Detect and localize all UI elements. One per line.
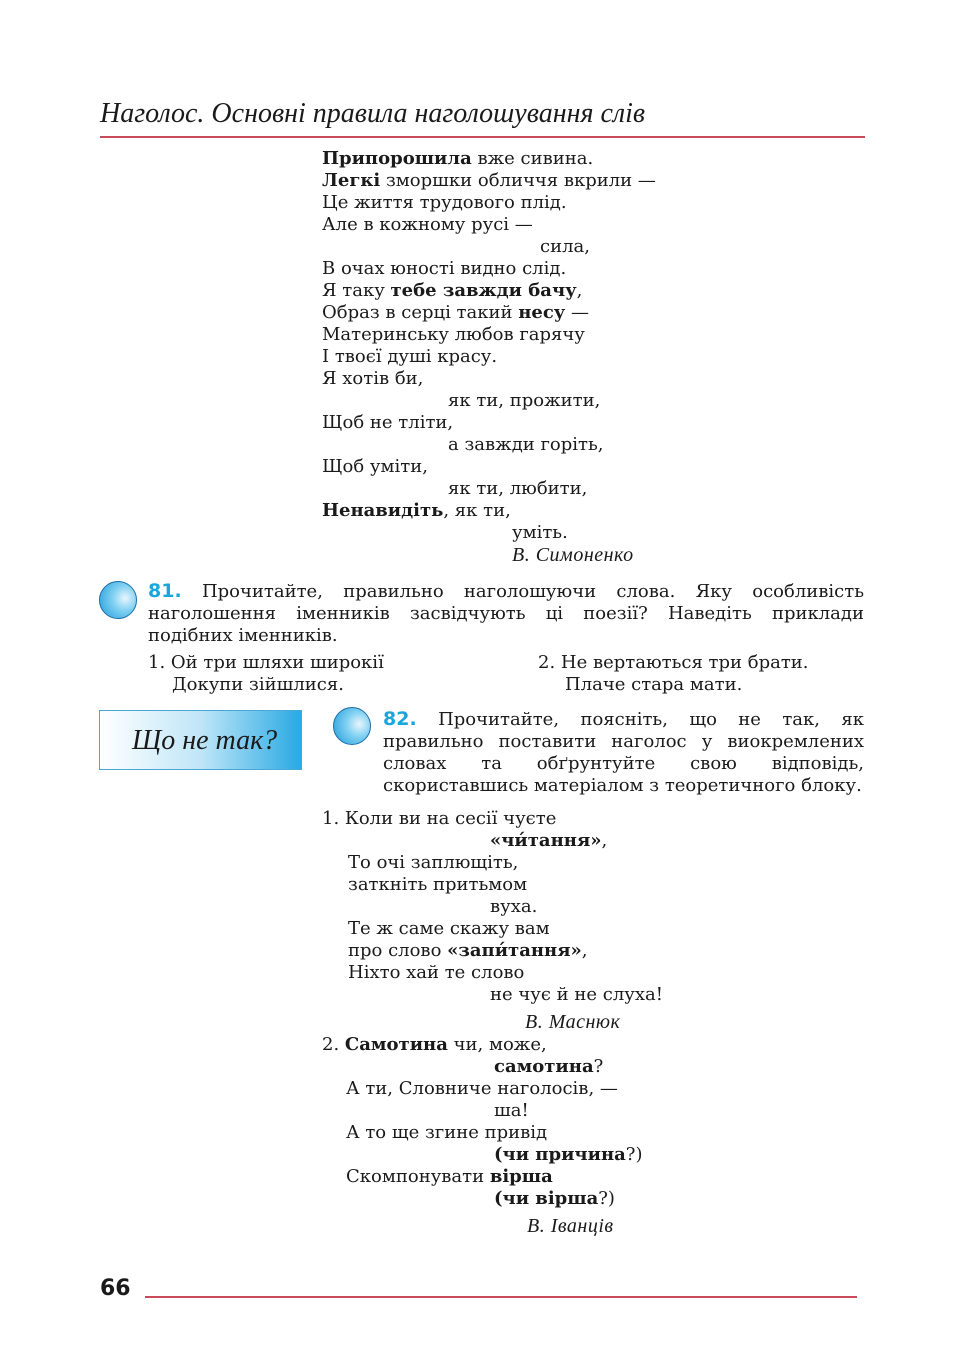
poem-line: Але в кожному русі — (322, 214, 533, 235)
task-81-instructions: 81. Прочитайте, правильно наголошуючи слова. Яку особливість наголошення іменників засвідчують ці поезії? Наведіть приклади подібних іменників. (148, 580, 864, 646)
poem-author: В. Маснюк (525, 1011, 621, 1033)
poem-line: самотина? (494, 1056, 604, 1077)
poem-line: Материнську любов гарячу (322, 324, 585, 345)
poem-line: Щоб не тліти, (322, 412, 454, 433)
poem-line: «чи́тання», (490, 830, 608, 851)
poem-line: Ніхто хай те слово (348, 962, 525, 983)
poem-line: заткніть притьмом (348, 874, 528, 895)
poem-line: Образ в серці такий несу — (322, 302, 590, 323)
poem-line: Я хотів би, (322, 368, 424, 389)
poem-author: В. Симоненко (512, 544, 634, 566)
poem-line: вуха. (490, 896, 538, 917)
poem-line: Я таку тебе завжди бачу, (322, 280, 583, 301)
example-line: Докупи зійшлися. (172, 674, 344, 695)
poem-line: як ти, прожити, (448, 390, 601, 411)
poem-line: Припорошила вже сивина. (322, 148, 594, 169)
page-title: Наголос. Основні правила наголошування слів (100, 98, 646, 129)
example-line: Плаче стара мати. (565, 674, 743, 695)
example-line: 2. Не вертаються три брати. (538, 652, 809, 673)
poem-line: 2. Самотина чи, може, (322, 1034, 547, 1055)
poem-line: В очах юності видно слід. (322, 258, 567, 279)
example-line: 1. Ой три шляхи широкії (148, 652, 384, 673)
task-bullet-icon (333, 707, 371, 745)
poem-line: Те ж саме скажу вам (348, 918, 550, 939)
poem-line: Ненавидіть, як ти, (322, 500, 511, 521)
poem-line: а завжди горіть, (448, 434, 604, 455)
task-82-instructions: 82. Прочитайте, поясніть, що не так, як правильно поставити наголос у виокремлених словах та обґрунтуйте свою відповідь, скориставшись матеріалом з теоретичного блоку. (383, 708, 864, 796)
section-tag-label: Що не так? (132, 725, 278, 756)
poem-line: 1. Коли ви на сесії чуєте (322, 808, 557, 829)
poem-line: (чи причина?) (494, 1144, 643, 1165)
poem-line: (чи вірша?) (494, 1188, 615, 1209)
section-tag (99, 710, 302, 770)
page-number: 66 (100, 1276, 131, 1301)
poem-line: То очі заплющіть, (348, 852, 519, 873)
footer-divider (145, 1296, 857, 1298)
poem-line: А ти, Словниче наголосів, — (346, 1078, 618, 1099)
poem-line: Це життя трудового плід. (322, 192, 567, 213)
task-bullet-icon (99, 581, 137, 619)
poem-line: як ти, любити, (448, 478, 588, 499)
poem-line: Легкі зморшки обличчя вкрили — (322, 170, 656, 191)
poem-line: не чує й не слуха! (490, 984, 663, 1005)
header-divider (100, 136, 865, 138)
poem-author: В. Іванців (527, 1215, 614, 1237)
poem-line: сила, (540, 236, 590, 257)
poem-line: уміть. (512, 522, 568, 543)
poem-line: Скомпонувати вірша (346, 1166, 553, 1187)
poem-line: А то ще згине привід (346, 1122, 548, 1143)
poem-line: Щоб уміти, (322, 456, 428, 477)
poem-line: ша! (494, 1100, 529, 1121)
poem-line: про слово «запи́тання», (348, 940, 588, 961)
poem-line: І твоєї душі красу. (322, 346, 498, 367)
